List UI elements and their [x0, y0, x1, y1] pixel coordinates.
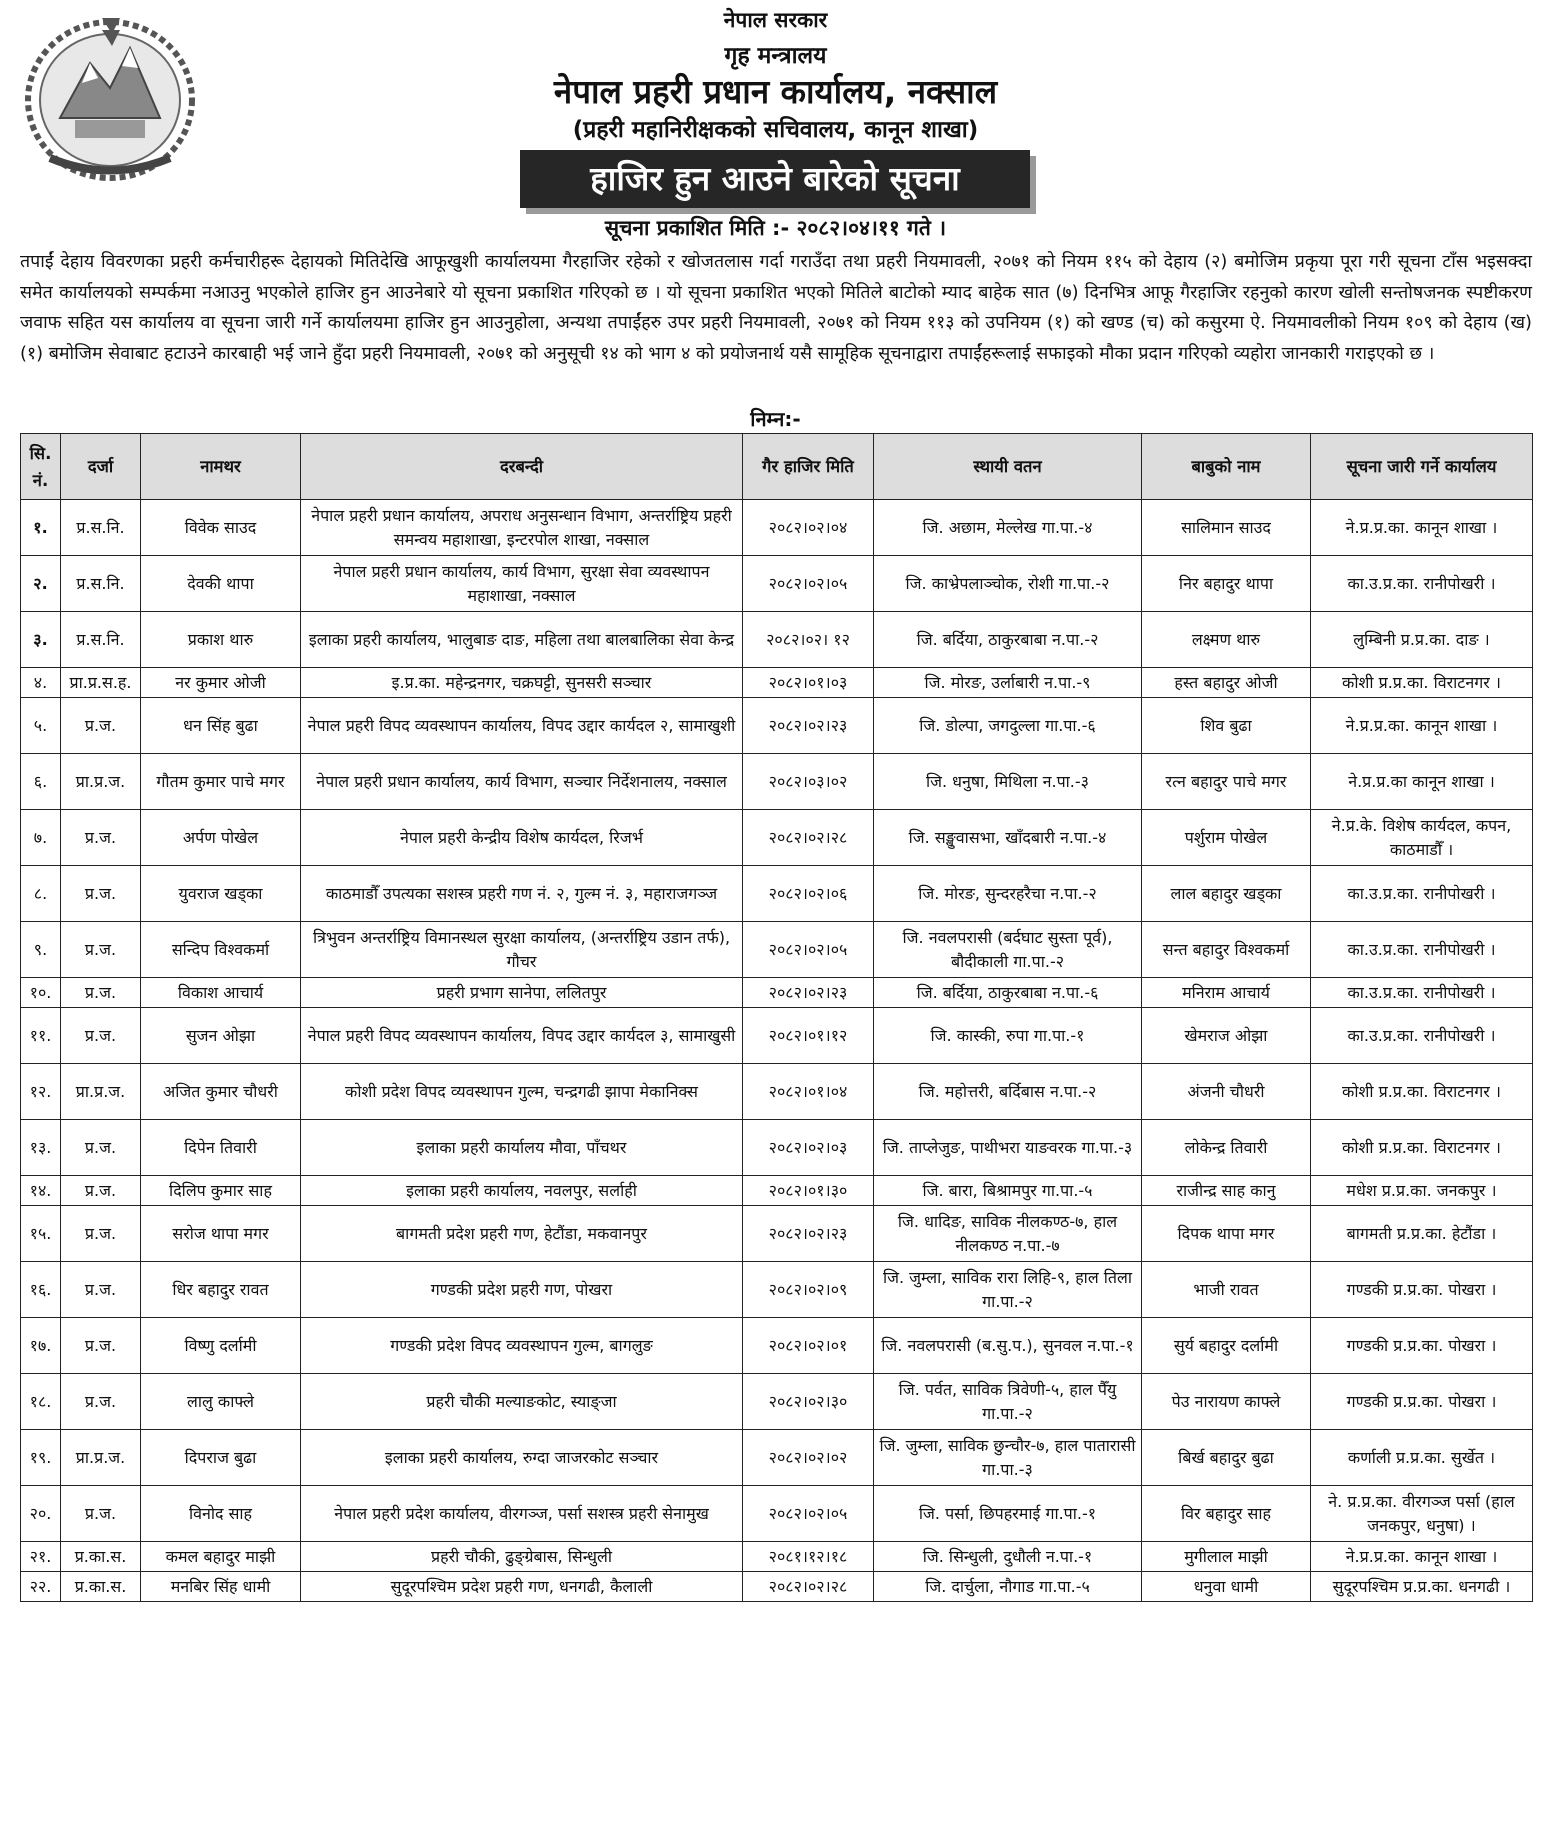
notice-paragraph: तपाईं देहाय विवरणका प्रहरी कर्मचारीहरू देहायको मितिदेखि आफूखुशी कार्यालयमा गैरहाजिर रहेको र खोजतलास गर्दा गराउँदा तथा प्रहरी नियमावली, २०७१ को नियम ११५ को देहाय (२) बमोजिम प्रकृया पूरा गरी सूचना टाँस भइसक्दा समेत कार्यालयको सम्पर्कमा नआउनु भएकोले हाजिर हुन आउनेबारे यो सूचना प्रकाशित गरिएको छ । यो सूचना प्रकाशित भएको मितिले बाटोको म्याद बाहेक सात (७) दिनभित्र आफू गैरहाजिर रहनुको कारण खोली सन्तोषजनक स्पष्टीकरण जवाफ सहित यस कार्यालय वा सूचना जारी गर्ने कार्यालयमा हाजिर हुन आउनुहोला, अन्यथा तपाईंहरु उपर प्रहरी नियमावली, २०७१ को नियम ११३ को उपनियम (१) को खण्ड (च) को कसुरमा ऐ. नियमावलीको नियम १०९ को देहाय (ख) (१) बमोजिम सेवाबाट हटाउने कारबाही भई जाने हुँदा प्रहरी नियमावली, २०७१ को अनुसूची १४ को भाग ४ को प्रयोजनार्थ यसै सामूहिक सूचनाद्वारा तपाईंहरूलाई सफाइको मौका प्रदान गरिएको व्यहोरा जानकारी गराइएको छ । — [20, 251, 1532, 364]
cell-father-name: मनिराम आचार्य — [1142, 978, 1311, 1008]
cell-serial: २१. — [21, 1542, 61, 1572]
cell-serial: १५. — [21, 1206, 61, 1262]
notice-banner: हाजिर हुन आउने बारेको सूचना — [520, 150, 1030, 208]
cell-absent-date: २०८२।०२।०२ — [743, 1430, 874, 1486]
cell-absent-date: २०८२।०२।२३ — [743, 978, 874, 1008]
table-row — [21, 1120, 1533, 1176]
col-header-absent-date: गैर हाजिर मिति — [743, 434, 874, 500]
cell-absent-date: २०८२।०२।०६ — [743, 866, 874, 922]
cell-serial: ३. — [21, 612, 61, 668]
cell-absent-date: २०८२।०२।०३ — [743, 1120, 874, 1176]
cell-absent-date: २०८२।०२। १२ — [743, 612, 874, 668]
cell-father-name: निर बहादुर थापा — [1142, 556, 1311, 612]
table-row — [21, 1064, 1533, 1120]
cell-rank: प्रा.प्र.ज. — [61, 1064, 141, 1120]
cell-father-name: हस्त बहादुर ओजी — [1142, 668, 1311, 698]
cell-issuing-office: गण्डकी प्र.प्र.का. पोखरा । — [1311, 1318, 1533, 1374]
cell-issuing-office: ने.प्र.प्र.का कानून शाखा । — [1311, 754, 1533, 810]
cell-father-name: लोकेन्द्र तिवारी — [1142, 1120, 1311, 1176]
cell-name: विनोद साह — [141, 1486, 301, 1542]
cell-issuing-office: ने. प्र.प्र.का. वीरगञ्ज पर्सा (हाल जनकपुर, धनुषा) । — [1311, 1486, 1533, 1542]
cell-serial: १७. — [21, 1318, 61, 1374]
cell-absent-date: २०८२।०२।३० — [743, 1374, 874, 1430]
cell-rank: प्र.स.नि. — [61, 556, 141, 612]
cell-serial: १६. — [21, 1262, 61, 1318]
cell-name: सुजन ओझा — [141, 1008, 301, 1064]
table-row — [21, 500, 1533, 556]
cell-post: नेपाल प्रहरी प्रधान कार्यालय, कार्य विभाग, सञ्चार निर्देशनालय, नक्साल — [301, 754, 743, 810]
cell-absent-date: २०८२।०२।०१ — [743, 1318, 874, 1374]
cell-name: दिपेन तिवारी — [141, 1120, 301, 1176]
cell-post: कोशी प्रदेश विपद व्यवस्थापन गुल्म, चन्द्रगढी झापा मेकानिक्स — [301, 1064, 743, 1120]
cell-issuing-office: गण्डकी प्र.प्र.का. पोखरा । — [1311, 1374, 1533, 1430]
cell-rank: प्र.ज. — [61, 1262, 141, 1318]
cell-absent-date: २०८२।०२।०९ — [743, 1262, 874, 1318]
cell-serial: १९. — [21, 1430, 61, 1486]
cell-rank: प्र.स.नि. — [61, 500, 141, 556]
cell-serial: १. — [21, 500, 61, 556]
cell-absent-date: २०८२।०२।२८ — [743, 1572, 874, 1602]
cell-serial: २०. — [21, 1486, 61, 1542]
cell-rank: प्र.का.स. — [61, 1572, 141, 1602]
cell-name: देवकी थापा — [141, 556, 301, 612]
cell-serial: २२. — [21, 1572, 61, 1602]
cell-rank: प्र.ज. — [61, 866, 141, 922]
cell-issuing-office: का.उ.प्र.का. रानीपोखरी । — [1311, 556, 1533, 612]
cell-post: इलाका प्रहरी कार्यालय, भालुबाङ दाङ, महिला तथा बालबालिका सेवा केन्द्र — [301, 612, 743, 668]
cell-address: जि. डोल्पा, जगदुल्ला गा.पा.-६ — [874, 698, 1142, 754]
table-row — [21, 1176, 1533, 1206]
cell-address: जि. जुम्ला, साविक छुन्चौर-७, हाल पातारासी गा.पा.-३ — [874, 1430, 1142, 1486]
cell-father-name: राजीन्द्र साह कानु — [1142, 1176, 1311, 1206]
publication-date: सूचना प्रकाशित मिति :- २०८२।०४।११ गते । — [604, 216, 947, 240]
cell-serial: ५. — [21, 698, 61, 754]
cell-father-name: सुर्य बहादुर दर्लामी — [1142, 1318, 1311, 1374]
table-row — [21, 1430, 1533, 1486]
cell-issuing-office: का.उ.प्र.का. रानीपोखरी । — [1311, 922, 1533, 978]
cell-post: नेपाल प्रहरी केन्द्रीय विशेष कार्यदल, रिजर्भ — [301, 810, 743, 866]
cell-address: जि. बारा, बिश्रामपुर गा.पा.-५ — [874, 1176, 1142, 1206]
cell-name: मनबिर सिंह धामी — [141, 1572, 301, 1602]
cell-father-name: बिर्ख बहादुर बुढा — [1142, 1430, 1311, 1486]
cell-name: सरोज थापा मगर — [141, 1206, 301, 1262]
cell-serial: १०. — [21, 978, 61, 1008]
cell-absent-date: २०८१।१२।१८ — [743, 1542, 874, 1572]
cell-issuing-office: गण्डकी प्र.प्र.का. पोखरा । — [1311, 1262, 1533, 1318]
table-row — [21, 1008, 1533, 1064]
cell-address: जि. नवलपरासी (बर्दघाट सुस्ता पूर्व), बौदीकाली गा.पा.-२ — [874, 922, 1142, 978]
cell-address: जि. मोरङ, उर्लाबारी न.पा.-९ — [874, 668, 1142, 698]
col-header-name: नामथर — [141, 434, 301, 500]
table-row — [21, 1262, 1533, 1318]
cell-address: जि. सिन्धुली, दुधौली न.पा.-१ — [874, 1542, 1142, 1572]
cell-address: जि. महोत्तरी, बर्दिबास न.पा.-२ — [874, 1064, 1142, 1120]
cell-rank: प्र.का.स. — [61, 1542, 141, 1572]
cell-rank: प्र.ज. — [61, 1120, 141, 1176]
cell-name: धिर बहादुर रावत — [141, 1262, 301, 1318]
cell-serial: १४. — [21, 1176, 61, 1206]
cell-father-name: लक्ष्मण थारु — [1142, 612, 1311, 668]
table-row — [21, 754, 1533, 810]
cell-father-name: विर बहादुर साह — [1142, 1486, 1311, 1542]
cell-rank: प्र.स.नि. — [61, 612, 141, 668]
table-row — [21, 1572, 1533, 1602]
cell-name: दिपराज बुढा — [141, 1430, 301, 1486]
cell-absent-date: २०८२।०२।०५ — [743, 922, 874, 978]
cell-absent-date: २०८२।०२।२३ — [743, 1206, 874, 1262]
cell-address: जि. अछाम, मेल्लेख गा.पा.-४ — [874, 500, 1142, 556]
cell-name: नर कुमार ओजी — [141, 668, 301, 698]
cell-rank: प्रा.प्र.ज. — [61, 1430, 141, 1486]
cell-address: जि. धनुषा, मिथिला न.पा.-३ — [874, 754, 1142, 810]
cell-post: प्रहरी चौकी, ढुङ्ग्रेबास, सिन्धुली — [301, 1542, 743, 1572]
col-header-post: दरबन्दी — [301, 434, 743, 500]
cell-father-name: मुगीलाल माझी — [1142, 1542, 1311, 1572]
cell-father-name: खेमराज ओझा — [1142, 1008, 1311, 1064]
cell-absent-date: २०८२।०२।०५ — [743, 1486, 874, 1542]
cell-father-name: दिपक थापा मगर — [1142, 1206, 1311, 1262]
cell-post: प्रहरी चौकी मल्याङकोट, स्याङ्जा — [301, 1374, 743, 1430]
cell-rank: प्र.ज. — [61, 1486, 141, 1542]
cell-address: जि. कास्की, रुपा गा.पा.-१ — [874, 1008, 1142, 1064]
cell-rank: प्र.ज. — [61, 1206, 141, 1262]
header-office: नेपाल प्रहरी प्रधान कार्यालय, नक्साल — [553, 72, 998, 111]
cell-issuing-office: का.उ.प्र.का. रानीपोखरी । — [1311, 866, 1533, 922]
cell-serial: १८. — [21, 1374, 61, 1430]
table-header-row — [21, 434, 1533, 500]
cell-post: इलाका प्रहरी कार्यालय, रुग्दा जाजरकोट सञ्चार — [301, 1430, 743, 1486]
cell-address: जि. काभ्रेपलाञ्चोक, रोशी गा.पा.-२ — [874, 556, 1142, 612]
cell-rank: प्र.ज. — [61, 922, 141, 978]
cell-absent-date: २०८२।०२।२८ — [743, 810, 874, 866]
cell-absent-date: २०८२।०१।०४ — [743, 1064, 874, 1120]
cell-name: अर्पण पोखेल — [141, 810, 301, 866]
cell-name: लालु काफ्ले — [141, 1374, 301, 1430]
cell-address: जि. मोरङ, सुन्दरहरैचा न.पा.-२ — [874, 866, 1142, 922]
cell-rank: प्रा.प्र.स.ह. — [61, 668, 141, 698]
cell-rank: प्र.ज. — [61, 1374, 141, 1430]
table-row — [21, 866, 1533, 922]
cell-father-name: लाल बहादुर खड्का — [1142, 866, 1311, 922]
cell-rank: प्र.ज. — [61, 698, 141, 754]
col-header-rank: दर्जा — [61, 434, 141, 500]
cell-name: गौतम कुमार पाचे मगर — [141, 754, 301, 810]
table-row — [21, 810, 1533, 866]
cell-serial: ७. — [21, 810, 61, 866]
header-ministry: गृह मन्त्रालय — [724, 43, 827, 69]
cell-post: सुदूरपश्चिम प्रदेश प्रहरी गण, धनगढी, कैलाली — [301, 1572, 743, 1602]
cell-name: अजित कुमार चौधरी — [141, 1064, 301, 1120]
cell-absent-date: २०८२।०२।०४ — [743, 500, 874, 556]
cell-post: बागमती प्रदेश प्रहरी गण, हेटौंडा, मकवानपुर — [301, 1206, 743, 1262]
cell-father-name: सन्त बहादुर विश्वकर्मा — [1142, 922, 1311, 978]
cell-name: विकाश आचार्य — [141, 978, 301, 1008]
cell-issuing-office: ने.प्र.प्र.का. कानून शाखा । — [1311, 1542, 1533, 1572]
cell-rank: प्र.ज. — [61, 978, 141, 1008]
cell-issuing-office: कर्णाली प्र.प्र.का. सुर्खेत । — [1311, 1430, 1533, 1486]
cell-address: जि. पर्सा, छिपहरमाई गा.पा.-१ — [874, 1486, 1142, 1542]
cell-issuing-office: ने.प्र.प्र.का. कानून शाखा । — [1311, 500, 1533, 556]
cell-name: प्रकाश थारु — [141, 612, 301, 668]
cell-issuing-office: कोशी प्र.प्र.का. विराटनगर । — [1311, 668, 1533, 698]
cell-serial: १२. — [21, 1064, 61, 1120]
table-row — [21, 1206, 1533, 1262]
col-header-address: स्थायी वतन — [874, 434, 1142, 500]
cell-post: नेपाल प्रहरी प्रधान कार्यालय, कार्य विभाग, सुरक्षा सेवा व्यवस्थापन महाशाखा, नक्साल — [301, 556, 743, 612]
cell-absent-date: २०८२।०३।०२ — [743, 754, 874, 810]
cell-father-name: पर्शुराम पोखेल — [1142, 810, 1311, 866]
cell-address: जि. पर्वत, साविक त्रिवेणी-५, हाल पैँयु गा.पा.-२ — [874, 1374, 1142, 1430]
cell-address: जि. धादिङ, साविक नीलकण्ठ-७, हाल नीलकण्ठ न.पा.-७ — [874, 1206, 1142, 1262]
cell-serial: ११. — [21, 1008, 61, 1064]
cell-post: नेपाल प्रहरी प्रदेश कार्यालय, वीरगञ्ज, पर्सा सशस्त्र प्रहरी सेनामुख — [301, 1486, 743, 1542]
cell-address: जि. बर्दिया, ठाकुरबाबा न.पा.-६ — [874, 978, 1142, 1008]
cell-father-name: पेउ नारायण काफ्ले — [1142, 1374, 1311, 1430]
table-row — [21, 1542, 1533, 1572]
table-row — [21, 556, 1533, 612]
cell-name: दिलिप कुमार साह — [141, 1176, 301, 1206]
cell-father-name: भाजी रावत — [1142, 1262, 1311, 1318]
table-row — [21, 922, 1533, 978]
cell-father-name: सालिमान साउद — [1142, 500, 1311, 556]
table-row — [21, 1374, 1533, 1430]
cell-absent-date: २०८२।०२।०५ — [743, 556, 874, 612]
cell-absent-date: २०८२।०१।१२ — [743, 1008, 874, 1064]
cell-serial: २. — [21, 556, 61, 612]
cell-post: गण्डकी प्रदेश प्रहरी गण, पोखरा — [301, 1262, 743, 1318]
cell-post: काठमाडौँ उपत्यका सशस्त्र प्रहरी गण नं. २, गुल्म नं. ३, महाराजगञ्ज — [301, 866, 743, 922]
cell-serial: ६. — [21, 754, 61, 810]
cell-address: जि. बर्दिया, ठाकुरबाबा न.पा.-२ — [874, 612, 1142, 668]
cell-rank: प्र.ज. — [61, 810, 141, 866]
cell-post: नेपाल प्रहरी विपद व्यवस्थापन कार्यालय, विपद उद्दार कार्यदल २, सामाखुशी — [301, 698, 743, 754]
col-header-issuing-office: सूचना जारी गर्ने कार्यालय — [1311, 434, 1533, 500]
cell-name: विष्णु दर्लामी — [141, 1318, 301, 1374]
cell-absent-date: २०८२।०१।०३ — [743, 668, 874, 698]
cell-issuing-office: कोशी प्र.प्र.का. विराटनगर । — [1311, 1064, 1533, 1120]
cell-rank: प्र.ज. — [61, 1008, 141, 1064]
cell-post: इ.प्र.का. महेन्द्रनगर, चक्रघट्टी, सुनसरी सञ्चार — [301, 668, 743, 698]
col-header-serial: सि. नं. — [21, 434, 61, 500]
cell-post: गण्डकी प्रदेश विपद व्यवस्थापन गुल्म, बागलुङ — [301, 1318, 743, 1374]
table-row — [21, 612, 1533, 668]
absentee-table — [20, 433, 1533, 1602]
cell-post: प्रहरी प्रभाग सानेपा, ललितपुर — [301, 978, 743, 1008]
cell-issuing-office: मधेश प्र.प्र.का. जनकपुर । — [1311, 1176, 1533, 1206]
cell-address: जि. दार्चुला, नौगाड गा.पा.-५ — [874, 1572, 1142, 1602]
cell-absent-date: २०८२।०१।३० — [743, 1176, 874, 1206]
cell-address: जि. नवलपरासी (ब.सु.प.), सुनवल न.पा.-१ — [874, 1318, 1142, 1374]
cell-issuing-office: कोशी प्र.प्र.का. विराटनगर । — [1311, 1120, 1533, 1176]
cell-father-name: अंजनी चौधरी — [1142, 1064, 1311, 1120]
cell-absent-date: २०८२।०२।२३ — [743, 698, 874, 754]
cell-issuing-office: ने.प्र.के. विशेष कार्यदल, कपन, काठमाडौँ । — [1311, 810, 1533, 866]
cell-name: विवेक साउद — [141, 500, 301, 556]
cell-issuing-office: का.उ.प्र.का. रानीपोखरी । — [1311, 1008, 1533, 1064]
cell-issuing-office: लुम्बिनी प्र.प्र.का. दाङ । — [1311, 612, 1533, 668]
table-row — [21, 1318, 1533, 1374]
header-division: (प्रहरी महानिरीक्षकको सचिवालय, कानून शाखा) — [572, 117, 979, 143]
table-row — [21, 1486, 1533, 1542]
table-row — [21, 698, 1533, 754]
cell-serial: ८. — [21, 866, 61, 922]
cell-post: इलाका प्रहरी कार्यालय, नवलपुर, सर्लाही — [301, 1176, 743, 1206]
col-header-father-name: बाबुको नाम — [1142, 434, 1311, 500]
cell-serial: १३. — [21, 1120, 61, 1176]
cell-post: नेपाल प्रहरी विपद व्यवस्थापन कार्यालय, विपद उद्दार कार्यदल ३, सामाखुसी — [301, 1008, 743, 1064]
header-government: नेपाल सरकार — [723, 8, 828, 32]
table-row — [21, 668, 1533, 698]
cell-name: सन्दिप विश्वकर्मा — [141, 922, 301, 978]
cell-post: त्रिभुवन अन्तर्राष्ट्रिय विमानस्थल सुरक्षा कार्यालय, (अन्तर्राष्ट्रिय उडान तर्फ), गौचर — [301, 922, 743, 978]
cell-name: कमल बहादुर माझी — [141, 1542, 301, 1572]
cell-address: जि. जुम्ला, साविक रारा लिहि-९, हाल तिला गा.पा.-२ — [874, 1262, 1142, 1318]
cell-father-name: रत्न बहादुर पाचे मगर — [1142, 754, 1311, 810]
cell-father-name: धनुवा धामी — [1142, 1572, 1311, 1602]
list-intro: निम्न:- — [750, 407, 801, 431]
cell-address: जि. सङ्खुवासभा, खाँदबारी न.पा.-४ — [874, 810, 1142, 866]
cell-serial: ९. — [21, 922, 61, 978]
cell-issuing-office: का.उ.प्र.का. रानीपोखरी । — [1311, 978, 1533, 1008]
cell-father-name: शिव बुढा — [1142, 698, 1311, 754]
cell-issuing-office: सुदूरपश्चिम प्र.प्र.का. धनगढी । — [1311, 1572, 1533, 1602]
cell-issuing-office: बागमती प्र.प्र.का. हेटौंडा । — [1311, 1206, 1533, 1262]
cell-name: धन सिंह बुढा — [141, 698, 301, 754]
cell-rank: प्र.ज. — [61, 1318, 141, 1374]
cell-rank: प्रा.प्र.ज. — [61, 754, 141, 810]
cell-issuing-office: ने.प्र.प्र.का. कानून शाखा । — [1311, 698, 1533, 754]
cell-address: जि. ताप्लेजुङ, पाथीभरा याङवरक गा.पा.-३ — [874, 1120, 1142, 1176]
cell-post: इलाका प्रहरी कार्यालय मौवा, पाँचथर — [301, 1120, 743, 1176]
cell-name: युवराज खड्का — [141, 866, 301, 922]
cell-serial: ४. — [21, 668, 61, 698]
table-row — [21, 978, 1533, 1008]
cell-rank: प्र.ज. — [61, 1176, 141, 1206]
cell-post: नेपाल प्रहरी प्रधान कार्यालय, अपराध अनुसन्धान विभाग, अन्तर्राष्ट्रिय प्रहरी समन्वय महाशाखा, इन्टरपोल शाखा, नक्साल — [301, 500, 743, 556]
